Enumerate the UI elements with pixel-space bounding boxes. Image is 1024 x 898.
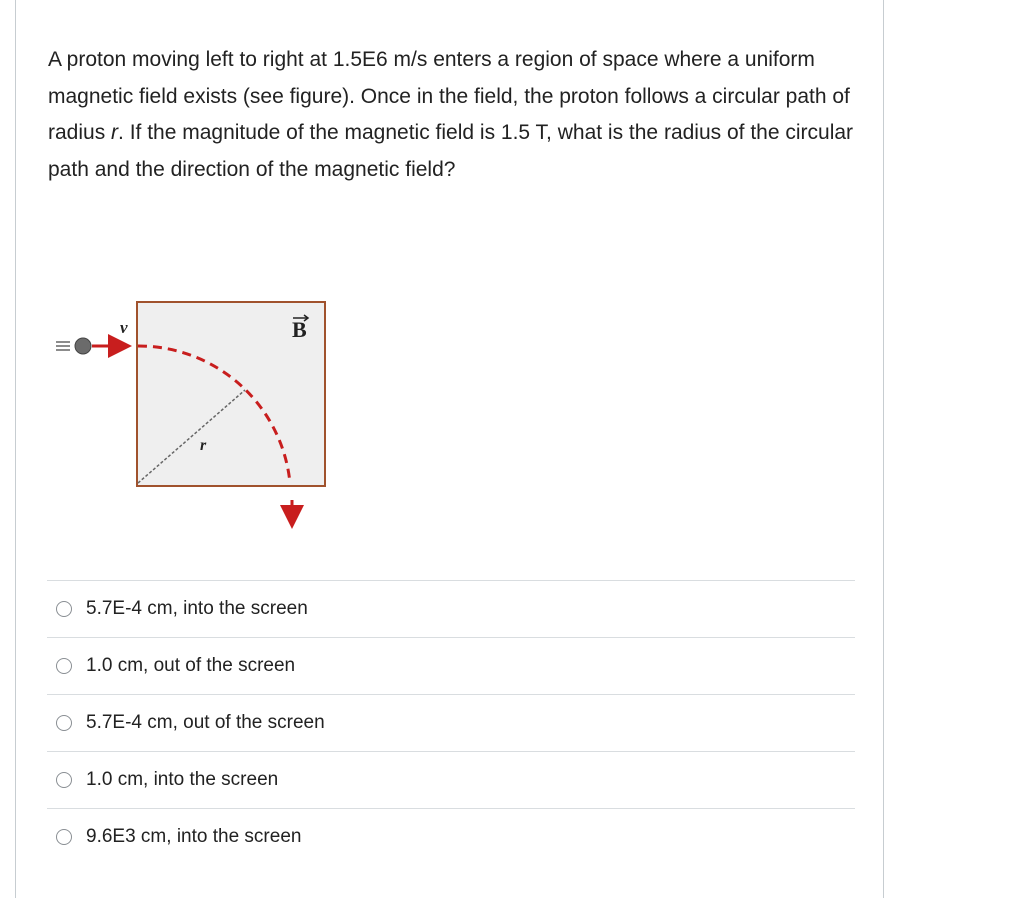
answer-option-5[interactable] [47,808,855,865]
answer-option-1[interactable] [47,580,855,637]
answer-label: 1.0 cm, out of the screen [86,655,296,676]
radio-button[interactable] [56,772,72,788]
radius-label: r [200,437,207,454]
question-text-part2: . If the magnitude of the magnetic field is 1.5 T, what is the radius of the circular path and the direction of the magnetic field? [48,121,854,181]
motion-lines [56,342,70,350]
field-label: B [292,317,307,342]
answer-label: 1.0 cm, into the screen [86,769,279,790]
answer-list [47,580,855,865]
answer-label: 5.7E-4 cm, into the screen [86,598,308,619]
answer-option-4[interactable] [47,751,855,808]
magnetic-field-figure [40,295,340,540]
question-text [48,42,863,188]
question-radius-variable: r [111,121,119,144]
velocity-label: v [120,318,128,337]
question-text-part1: A proton moving left to right at 1.5E6 m/s enters a region of space where a uniform magnetic field exists (see figure). Once in the field, the proton follows a circular path of radius [48,48,850,144]
proton [75,338,91,354]
radio-button[interactable] [56,601,72,617]
radio-button[interactable] [56,829,72,845]
answer-label: 5.7E-4 cm, out of the screen [86,712,325,733]
radio-button[interactable] [56,658,72,674]
answer-option-2[interactable] [47,637,855,694]
answer-label: 9.6E3 cm, into the screen [86,826,302,847]
answer-option-3[interactable] [47,694,855,751]
radio-button[interactable] [56,715,72,731]
